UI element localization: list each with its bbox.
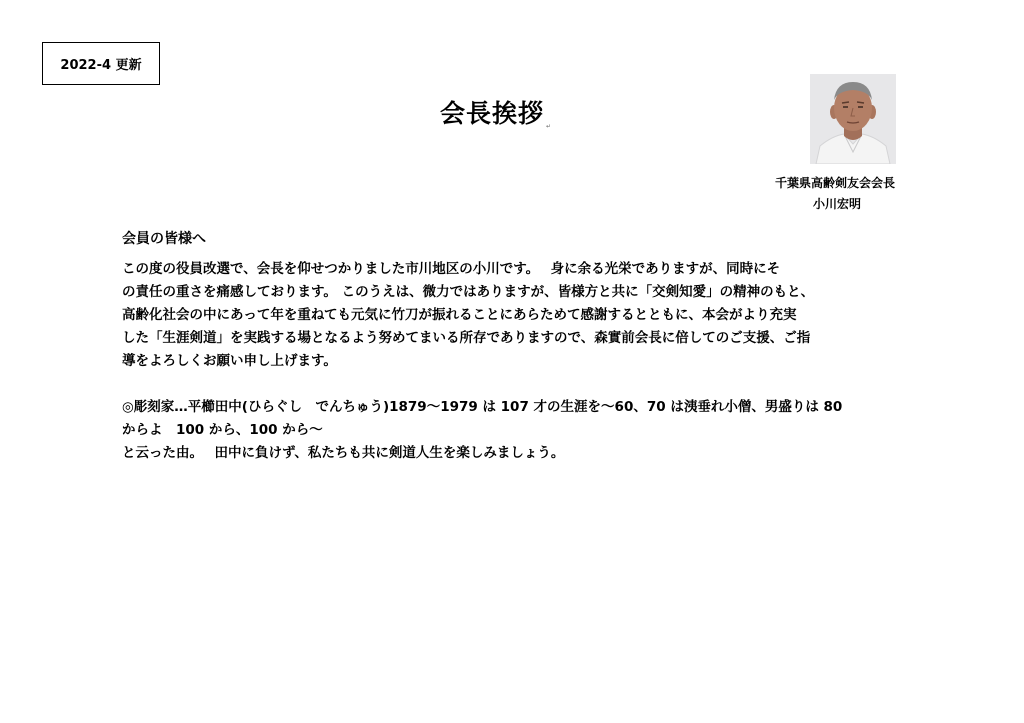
chairman-photo <box>810 74 896 164</box>
signature-name: 小川宏明 <box>813 197 862 211</box>
note-line: からよ 100 から、100 から～ <box>122 422 323 438</box>
letter-body <box>122 258 922 465</box>
paragraph-mark: ↵ <box>546 123 553 130</box>
letter-line: 導をよろしくお願い申し上げます。 <box>122 353 337 369</box>
letter-line: した「生涯剣道」を実践する場となるよう努めてまいる所存でありますので、森實前会長に倍してのご支援、ご指 <box>122 330 811 346</box>
salutation: 会員の皆様へ <box>122 231 206 247</box>
note-line: と云った由。 田中に負けず、私たちも共に剣道人生を楽しみましょう。 <box>122 445 565 461</box>
letter-line: の責任の重さを痛感しております。 このうえは、微力ではありますが、皆様方と共に「交剣知愛」の精神のもと、 <box>122 284 815 300</box>
signature-role: 千葉県高齢剣友会会長 <box>775 176 896 190</box>
paragraph-gap <box>122 373 922 396</box>
page-title-text: 会長挨拶 <box>440 99 545 128</box>
letter-line: 高齢化社会の中にあって年を重ねても元気に竹刀が振れることにあらためて感謝するとともに、本会がより充実 <box>122 307 797 323</box>
portrait-image <box>810 74 896 164</box>
note-line: ◎彫刻家…平櫛田中(ひらぐし でんちゅう)1879～1979 は 107 才の生涯を～60、70 は洟垂れ小僧、男盛りは 80 <box>122 399 843 415</box>
update-date-box <box>42 42 160 85</box>
letter-line: この度の役員改選で、会長を仰せつかりました市川地区の小川です。 身に余る光栄でありますが、同時にそ <box>122 261 781 277</box>
update-date-label: 2022-4 更新 <box>60 58 142 73</box>
page-title <box>440 94 552 130</box>
